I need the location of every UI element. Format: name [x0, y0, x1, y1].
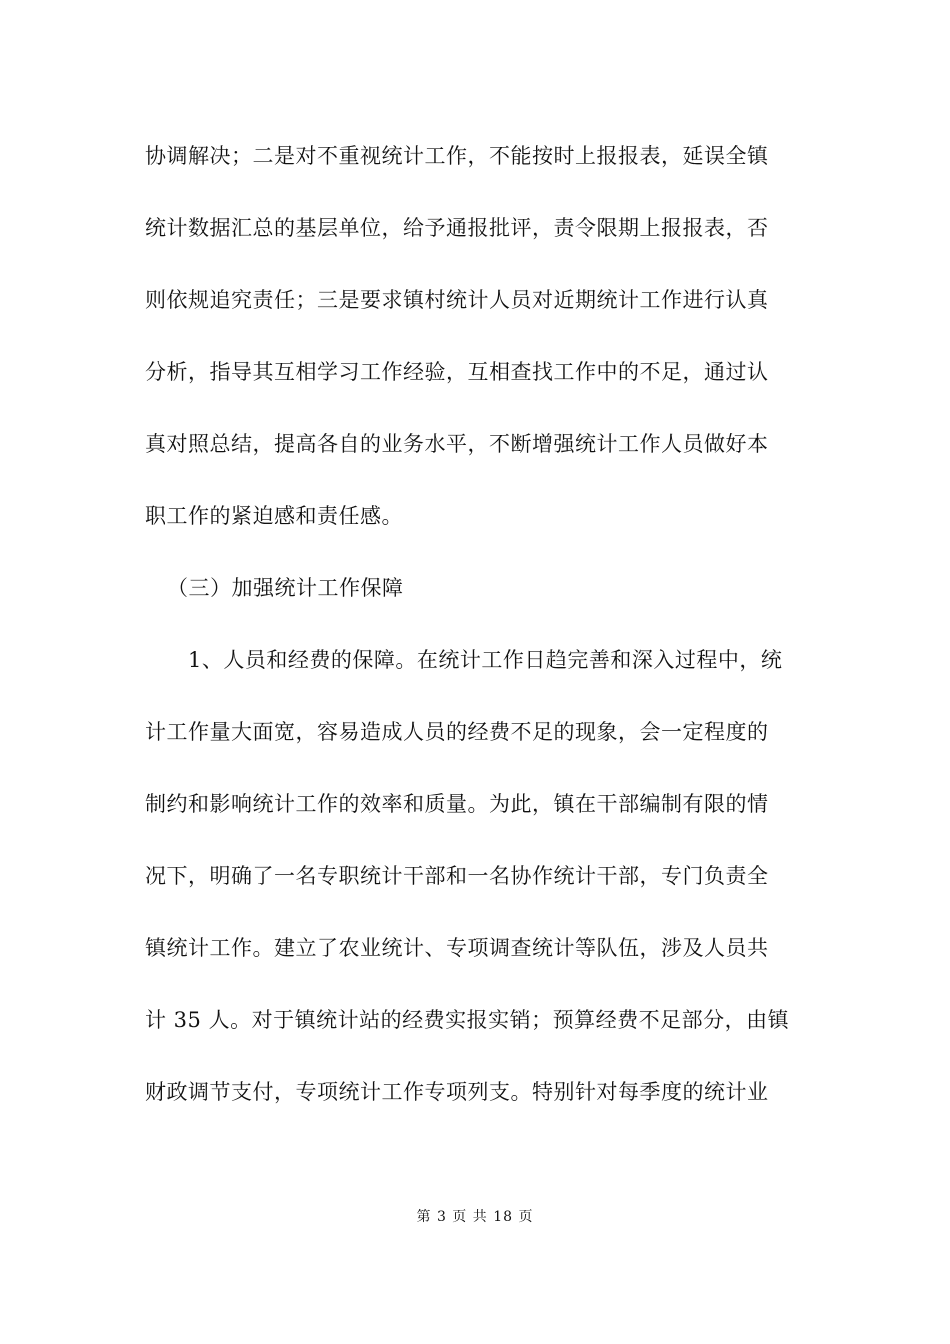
paragraph-line: 制约和影响统计工作的效率和质量。为此，镇在干部编制有限的情	[145, 792, 769, 816]
section-heading: （三）加强统计工作保障	[167, 576, 404, 600]
paragraph-line: 统计数据汇总的基层单位，给予通报批评，责令限期上报报表，否	[145, 216, 769, 240]
paragraph-line: 协调解决；二是对不重视统计工作，不能按时上报报表，延误全镇	[145, 144, 769, 168]
paragraph-line: 况下，明确了一名专职统计干部和一名协作统计干部，专门负责全	[145, 864, 769, 888]
paragraph-line: 则依规追究责任；三是要求镇村统计人员对近期统计工作进行认真	[145, 288, 769, 312]
paragraph-line: 真对照总结，提高各自的业务水平，不断增强统计工作人员做好本	[145, 432, 769, 456]
paragraph-line: 分析，指导其互相学习工作经验，互相查找工作中的不足，通过认	[145, 360, 769, 384]
paragraph-line: 职工作的紧迫感和责任感。	[145, 504, 403, 528]
paragraph-line: 1、人员和经费的保障。在统计工作日趋完善和深入过程中，统	[188, 648, 783, 672]
paragraph-line: 计 35 人。对于镇统计站的经费实报实销；预算经费不足部分，由镇	[145, 1008, 790, 1032]
paragraph-line: 计工作量大面宽，容易造成人员的经费不足的现象，会一定程度的	[145, 720, 769, 744]
page-footer: 第 3 页 共 18 页	[416, 1209, 534, 1225]
paragraph-line: 财政调节支付，专项统计工作专项列支。特别针对每季度的统计业	[145, 1080, 769, 1104]
paragraph-line: 镇统计工作。建立了农业统计、专项调查统计等队伍，涉及人员共	[145, 936, 769, 960]
